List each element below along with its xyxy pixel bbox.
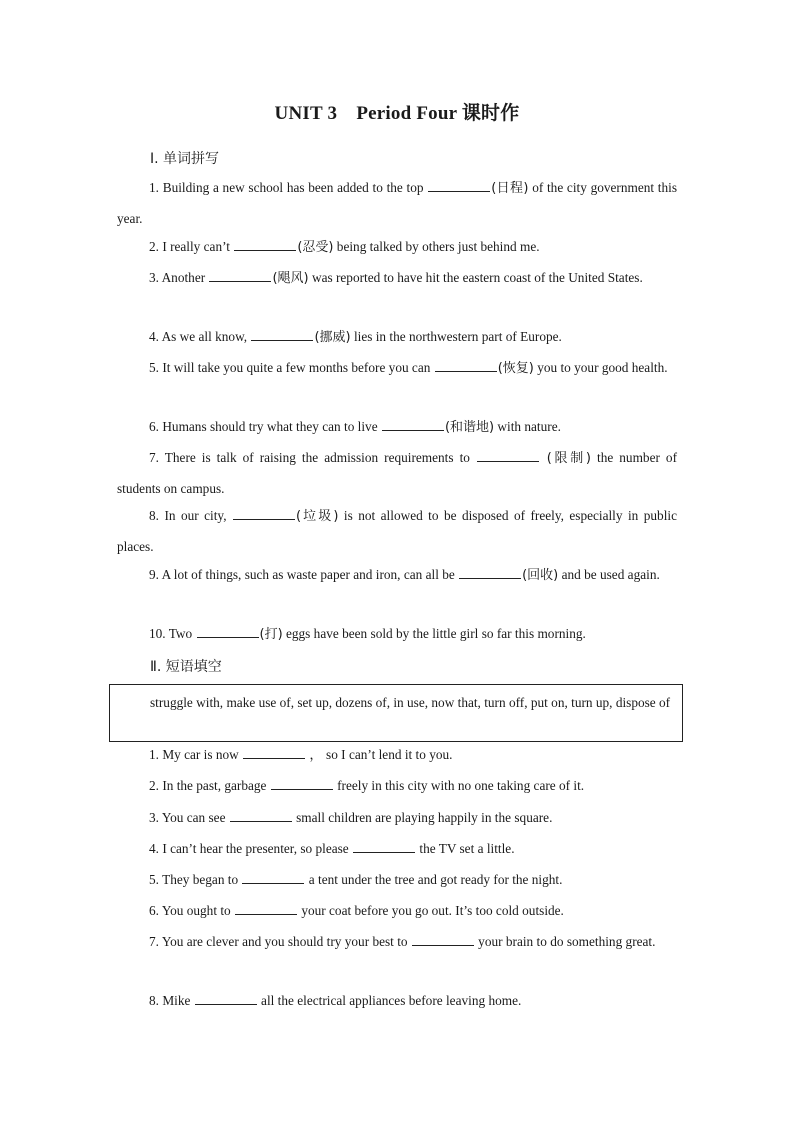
spelling-item-5: 5. It will take you quite a few months before you can (恢复) you to your good health.	[117, 353, 677, 384]
spelling-item-7: 7. There is talk of raising the admission requirements to (限制) the number of students on campus.	[117, 443, 677, 504]
section-heading-spelling: Ⅰ. 单词拼写	[150, 151, 220, 167]
phrase-item-5: 5. They began to a tent under the tree and got ready for the night.	[117, 865, 677, 895]
spelling-item-10: 10. Two (打) eggs have been sold by the little girl so far this morning.	[117, 619, 677, 650]
phrase-item-7: 7. You are clever and you should try your best to your brain to do something great.	[117, 927, 677, 957]
answer-blank[interactable]	[353, 838, 415, 853]
spelling-item-2: 2. I really can’t (忍受) being talked by others just behind me.	[117, 232, 677, 263]
phrase-list: struggle with, make use of, set up, dozens of, in use, now that, turn off, put on, turn up, dispose of	[150, 695, 671, 710]
phrase-item-4: 4. I can’t hear the presenter, so please the TV set a little.	[117, 834, 677, 864]
phrase-item-6: 6. You ought to your coat before you go out. It’s too cold outside.	[117, 896, 677, 926]
answer-blank[interactable]	[459, 564, 521, 579]
spelling-item-1: 1. Building a new school has been added to the top (日程) of the city government this year.	[117, 173, 677, 234]
answer-blank[interactable]	[235, 900, 297, 915]
answer-blank[interactable]	[234, 236, 296, 251]
spelling-item-9: 9. A lot of things, such as waste paper and iron, can all be (回收) and be used again.	[117, 560, 677, 591]
answer-blank[interactable]	[197, 623, 259, 638]
answer-blank[interactable]	[233, 505, 295, 520]
answer-blank[interactable]	[230, 807, 292, 822]
section-heading-phrases: Ⅱ. 短语填空	[150, 659, 222, 675]
phrase-item-8: 8. Mike all the electrical appliances before leaving home.	[117, 986, 677, 1016]
phrase-item-3: 3. You can see small children are playing happily in the square.	[117, 803, 677, 833]
spelling-item-3: 3. Another (飓风) was reported to have hit the eastern coast of the United States.	[117, 263, 677, 294]
answer-blank[interactable]	[209, 267, 271, 282]
phrase-item-1: 1. My car is now ， so I can’t lend it to you.	[117, 740, 677, 770]
phrase-item-2: 2. In the past, garbage freely in this city with no one taking care of it.	[117, 771, 677, 801]
spelling-item-8: 8. In our city, (垃圾) is not allowed to be disposed of freely, especially in public places.	[117, 501, 677, 562]
answer-blank[interactable]	[271, 775, 333, 790]
page-title: UNIT 3 Period Four 课时作	[274, 103, 520, 124]
spelling-item-4: 4. As we all know, (挪威) lies in the northwestern part of Europe.	[117, 322, 677, 353]
answer-blank[interactable]	[243, 744, 305, 759]
answer-blank[interactable]	[251, 326, 313, 341]
spelling-item-6: 6. Humans should try what they can to live (和谐地) with nature.	[117, 412, 677, 443]
answer-blank[interactable]	[477, 447, 539, 462]
answer-blank[interactable]	[195, 990, 257, 1005]
answer-blank[interactable]	[435, 357, 497, 372]
phrase-box	[109, 684, 683, 742]
answer-blank[interactable]	[428, 177, 490, 192]
answer-blank[interactable]	[242, 869, 304, 884]
answer-blank[interactable]	[412, 931, 474, 946]
answer-blank[interactable]	[382, 416, 444, 431]
